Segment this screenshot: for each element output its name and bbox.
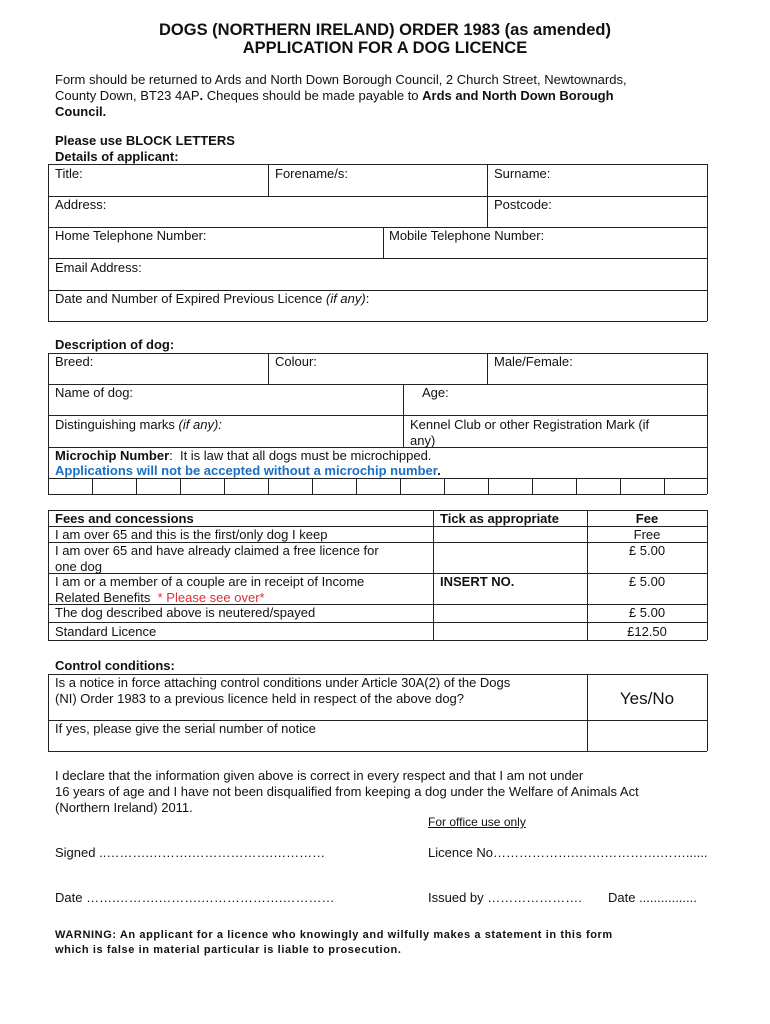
sex-field[interactable]: Male/Female: bbox=[494, 354, 573, 369]
page-title: DOGS (NORTHERN IRELAND) ORDER 1983 (as amended) bbox=[159, 21, 611, 39]
declaration-text: I declare that the information given above is correct in every respect and that I am not under 16 years of age and I have not been disqualified from keeping a dog under the Welfare of Animals Act (Northern Ireland) 2011. bbox=[55, 768, 639, 815]
fees-heading: Fees and concessions bbox=[55, 511, 194, 526]
fee-row-value: £ 5.00 bbox=[628, 543, 666, 558]
intro-line-1: Form should be returned to Ards and North Down Borough Council, 2 Church Street, Newtownards, bbox=[55, 72, 627, 87]
fee-row-value: £12.50 bbox=[627, 624, 667, 639]
breed-field[interactable]: Breed: bbox=[55, 354, 94, 369]
title-field[interactable]: Title: bbox=[55, 166, 83, 181]
postcode-field[interactable]: Postcode: bbox=[494, 197, 552, 212]
email-field[interactable]: Email Address: bbox=[55, 260, 142, 275]
warning-text: WARNING: An applicant for a licence who knowingly and wilfully makes a statement in this form which is false in material particular is liable to prosecution. bbox=[55, 929, 613, 956]
tick-heading: Tick as appropriate bbox=[440, 511, 559, 526]
home-phone-field[interactable]: Home Telephone Number: bbox=[55, 228, 207, 243]
fee-row-value: £ 5.00 bbox=[628, 574, 666, 589]
fee-row-text: The dog described above is neutered/spayed bbox=[55, 605, 316, 620]
age-field[interactable]: Age: bbox=[422, 385, 449, 400]
yes-no-field[interactable]: Yes/No bbox=[619, 689, 675, 708]
licence-number-line[interactable]: Licence No……………….…….………….……...... bbox=[428, 845, 708, 860]
signature-line[interactable]: Signed ..……….……….……………….………… bbox=[55, 845, 326, 860]
page-subtitle: APPLICATION FOR A DOG LICENCE bbox=[242, 39, 528, 57]
dog-name-field[interactable]: Name of dog: bbox=[55, 385, 134, 400]
expired-licence-field[interactable]: Date and Number of Expired Previous Licence (if any): bbox=[55, 291, 370, 306]
control-question: Is a notice in force attaching control conditions under Article 30A(2) of the Dogs (NI) Order 1983 to a previous licence held in respect of the above dog? bbox=[55, 675, 511, 706]
tick-box[interactable] bbox=[434, 623, 586, 639]
fee-row-value: Free bbox=[633, 527, 661, 542]
mobile-phone-field[interactable]: Mobile Telephone Number: bbox=[389, 228, 545, 243]
date-line[interactable]: Date …….……….……….……………….………… bbox=[55, 890, 335, 905]
forename-field[interactable]: Forename/s: bbox=[275, 166, 348, 181]
kennel-field[interactable]: Kennel Club or other Registration Mark (if any) bbox=[410, 417, 650, 448]
microchip-label: Microchip Number: It is law that all dogs must be microchipped. bbox=[55, 448, 432, 463]
marks-field[interactable]: Distinguishing marks (if any): bbox=[55, 417, 222, 432]
fee-row-text: Standard Licence bbox=[55, 624, 157, 639]
dog-heading: Description of dog: bbox=[55, 337, 175, 352]
applicant-heading: Details of applicant: bbox=[55, 149, 179, 164]
fee-row-text: I am or a member of a couple are in receipt of Income Related Benefits * Please see over* bbox=[55, 574, 365, 605]
intro-line-2: County Down, BT23 4AP. Cheques should be made payable to Ards and North Down Borough bbox=[55, 88, 614, 103]
address-field[interactable]: Address: bbox=[55, 197, 107, 212]
fee-row-value: £ 5.00 bbox=[628, 605, 666, 620]
surname-field[interactable]: Surname: bbox=[494, 166, 551, 181]
colour-field[interactable]: Colour: bbox=[275, 354, 317, 369]
block-letters-note: Please use BLOCK LETTERS bbox=[55, 133, 235, 148]
microchip-boxes[interactable] bbox=[48, 478, 707, 494]
intro-line-3: Council. bbox=[55, 104, 107, 119]
issued-by-line[interactable]: Issued by …………………. bbox=[428, 890, 582, 905]
microchip-warning: Applications will not be accepted without a microchip number. bbox=[55, 463, 441, 478]
fee-heading: Fee bbox=[635, 511, 659, 526]
tick-box[interactable] bbox=[434, 543, 586, 573]
tick-box[interactable] bbox=[434, 605, 586, 621]
office-date-line[interactable]: Date ................ bbox=[608, 890, 697, 905]
office-use-label: For office use only bbox=[428, 815, 526, 829]
insert-number-field[interactable]: INSERT NO. bbox=[440, 574, 515, 589]
serial-number-field[interactable]: If yes, please give the serial number of notice bbox=[55, 721, 316, 736]
fee-row-text: I am over 65 and have already claimed a free licence for one dog bbox=[55, 543, 379, 574]
control-heading: Control conditions: bbox=[55, 658, 175, 673]
tick-box[interactable] bbox=[434, 527, 586, 542]
fee-row-text: I am over 65 and this is the first/only dog I keep bbox=[55, 527, 328, 542]
